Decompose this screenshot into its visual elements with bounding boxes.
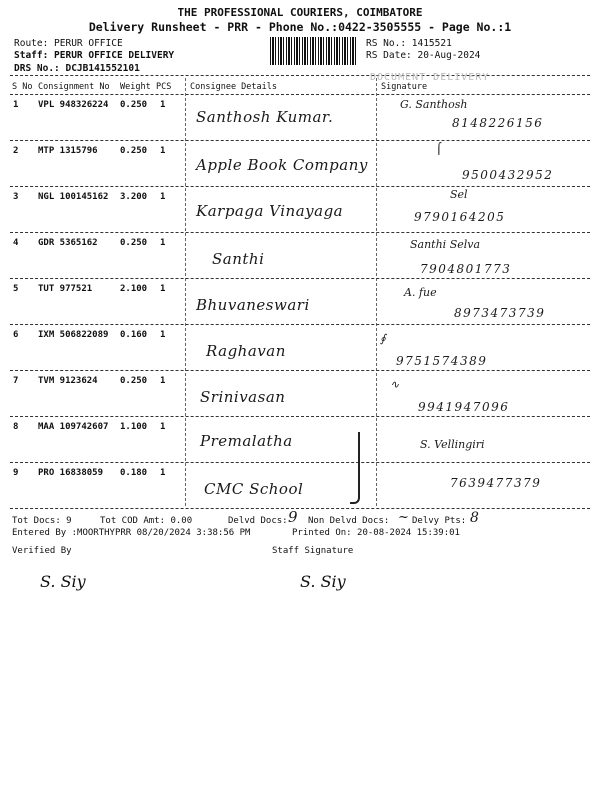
company-title: THE PROFESSIONAL COURIERS, COIMBATORE [177,6,423,19]
divider [10,94,590,95]
total-docs: Tot Docs: 9 [12,516,72,526]
delivered-docs-value: 9 [288,508,298,526]
row-consignment: VPL 948326224 [38,100,109,110]
row-sno: 8 [13,422,19,432]
row-sno: 4 [13,238,19,248]
receiver-signature: ∿ [390,378,400,391]
route-label: Route: PERUR OFFICE [14,38,123,49]
row-consignment: MTP 1315796 [38,146,98,156]
row-divider [10,140,590,141]
row-weight: 2.100 [120,284,148,294]
row-pcs: 1 [160,330,166,340]
receiver-phone: 9500432952 [462,168,554,182]
receiver-signature: G. Santhosh [400,98,468,111]
delivered-docs-label: Delvd Docs: [228,516,288,526]
row-pcs: 1 [160,284,166,294]
row-divider [10,186,590,187]
receiver-phone: 8148226156 [452,116,544,130]
row-consignment: NGL 100145162 [38,192,109,202]
row-pcs: 1 [160,192,166,202]
barcode [270,37,358,65]
receiver-signature: ∮ [380,332,386,345]
divider [10,75,590,76]
row-weight: 0.250 [120,100,148,110]
row-consignment: PRO 16838059 [38,468,104,478]
receiver-signature: A. fue [404,286,437,299]
rs-number: RS No.: 1415521 [366,38,452,49]
receiver-phone: 9941947096 [418,400,510,414]
row-pcs: 1 [160,100,166,110]
row-consignment: IXM 506822089 [38,330,109,340]
staff-label: Staff: PERUR OFFICE DELIVERY [14,50,175,61]
col-sno: S No [12,82,33,92]
row-sno: 1 [13,100,19,110]
consignee-name: Apple Book Company [196,156,368,174]
row-divider [10,370,590,371]
runsheet-subtitle: Delivery Runsheet - PRR - Phone No.:0422-3505555 - Page No.:1 [88,20,512,34]
receiver-signature: Santhi Selva [410,238,481,251]
row-divider [10,508,590,509]
verified-by-label: Verified By [12,546,72,556]
row-sno: 9 [13,468,19,478]
printed-on: Printed On: 20-08-2024 15:39:01 [292,528,460,538]
receiver-signature: Sel [450,188,468,201]
consignee-name: CMC School [204,480,304,498]
row-divider [10,324,590,325]
staff-signature-label: Staff Signature [272,546,354,556]
row-divider [10,278,590,279]
row-consignment: MAA 109742607 [38,422,109,432]
receiver-phone: 7904801773 [420,262,512,276]
row-sno: 7 [13,376,19,386]
row-weight: 0.180 [120,468,148,478]
col-pcs: PCS [156,82,172,92]
row-sno: 6 [13,330,19,340]
row-weight: 0.250 [120,238,148,248]
row-pcs: 1 [160,422,166,432]
row-pcs: 1 [160,238,166,248]
consignee-name: Bhuvaneswari [196,296,310,314]
receiver-phone: 8973473739 [454,306,546,320]
receiver-signature: S. Vellingiri [420,438,485,451]
delivery-points-label: Delvy Pts: [412,516,467,526]
row-divider [10,462,590,463]
row-consignment: GDR 5365162 [38,238,98,248]
entered-by: Entered By :MOORTHYPRR 08/20/2024 3:38:56 PM [12,528,251,538]
column-divider [185,78,186,506]
pen-stroke [350,432,360,504]
verifier-signature: S. Siy [40,572,86,591]
row-weight: 3.200 [120,192,148,202]
row-pcs: 1 [160,146,166,156]
drs-number: DRS No.: DCJB141552101 [14,63,140,74]
column-divider [376,78,377,506]
rs-date: RS Date: 20-Aug-2024 [366,50,481,61]
row-pcs: 1 [160,468,166,478]
receiver-phone: 7639477379 [450,476,542,490]
total-cod: Tot COD Amt: 0.00 [100,516,193,526]
consignee-name: Raghavan [206,342,286,360]
consignee-name: Karpaga Vinayaga [196,202,344,220]
receiver-signature: ⌠ [436,142,442,155]
row-weight: 0.250 [120,376,148,386]
row-consignment: TVM 9123624 [38,376,98,386]
row-divider [10,232,590,233]
row-weight: 0.160 [120,330,148,340]
row-consignment: TUT 977521 [38,284,93,294]
receiver-phone: 9751574389 [396,354,488,368]
row-sno: 3 [13,192,19,202]
row-sno: 2 [13,146,19,156]
col-signature: Signature [381,82,428,92]
delivery-points-value: 8 [470,510,479,526]
row-sno: 5 [13,284,19,294]
consignee-name: Santhi [212,250,265,268]
col-consignment: Consignment No [38,82,110,92]
col-weight: Weight [120,82,151,92]
row-weight: 1.100 [120,422,148,432]
non-delivered-docs-label: Non Delvd Docs: [308,516,390,526]
consignee-name: Premalatha [200,432,293,450]
row-pcs: 1 [160,376,166,386]
consignee-name: Srinivasan [200,388,286,406]
col-consignee: Consignee Details [190,82,277,92]
staff-signature: S. Siy [300,572,346,591]
document-delivery-stamp: DOCUMENT DELIVERY [370,72,490,83]
row-weight: 0.250 [120,146,148,156]
non-delivered-docs-value: ~ [398,510,409,525]
row-divider [10,416,590,417]
consignee-name: Santhosh Kumar. [196,108,334,126]
receiver-phone: 9790164205 [414,210,506,224]
